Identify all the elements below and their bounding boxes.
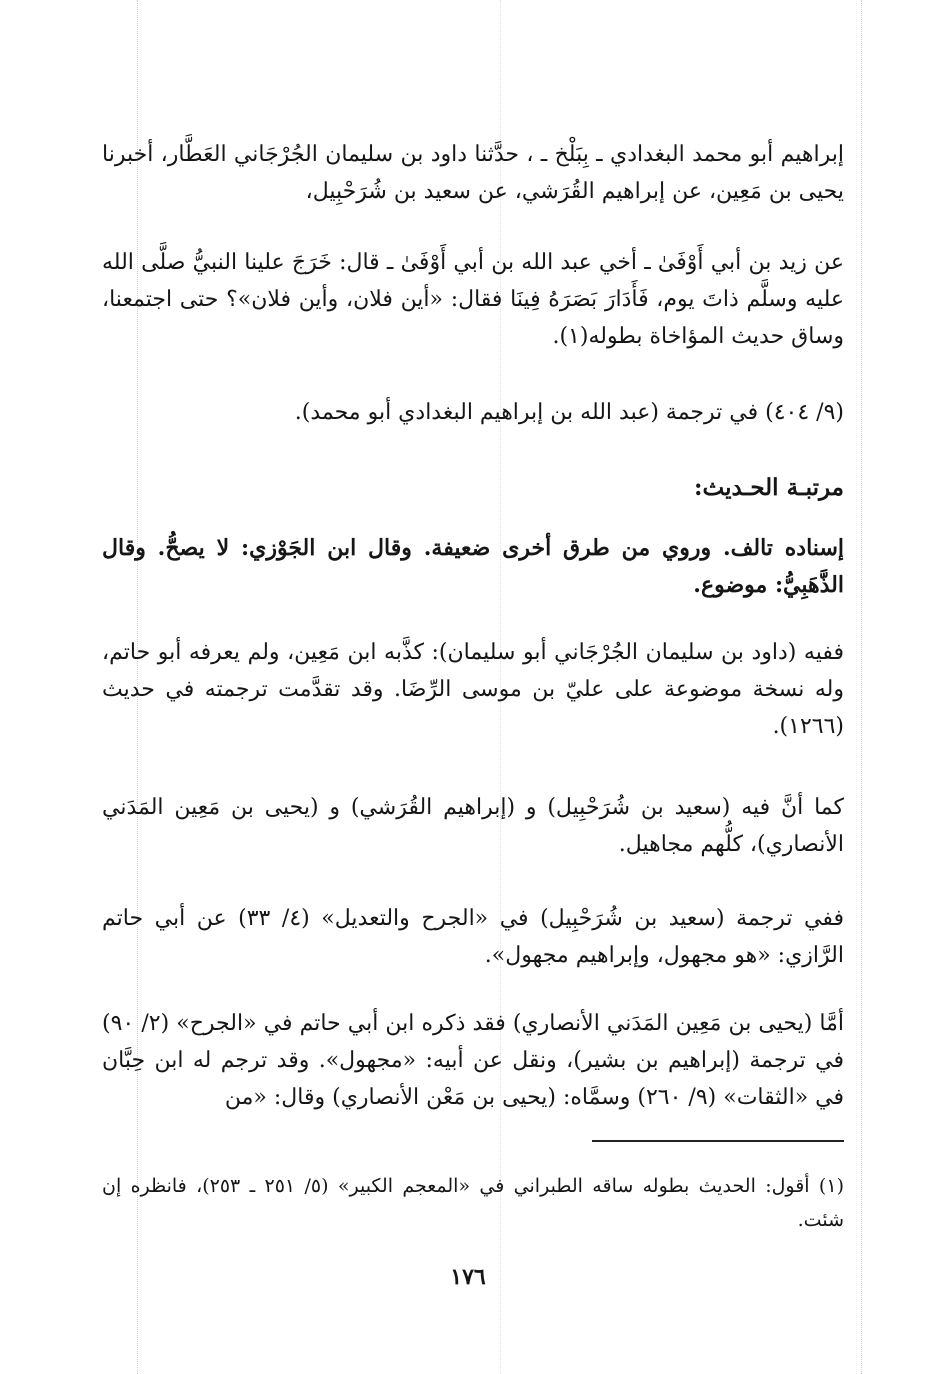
scan-guide-line	[861, 0, 862, 1374]
hadith-ruling: إسناده تالف. وروي من طرق أخرى ضعيفة. وقال ابن الجَوْزي: لا يصحُّ. وقال الذَّهَبِيُّ: موضوع.	[102, 535, 844, 598]
discussion-paragraph: كما أنَّ فيه (سعيد بن شُرَحْبِيل) و (إبراهيم القُرَشي) و (يحيى بن مَعِين المَدَني الأنصاري)، كلُّهم مجاهيل.	[102, 795, 844, 857]
footnote: (١) أقول: الحديث بطوله ساقه الطبراني في «المعجم الكبير» (٥/ ٢٥١ ـ ٢٥٣)، فانظره إن شئت.	[102, 1175, 844, 1231]
hadith-chain-paragraph: إبراهيم أبو محمد البغدادي ـ بِبَلْخ ـ ، حدَّثنا داود بن سليمان الجُرْجَاني العَطَّار، أخبرنا يحيى بن مَعِين، عن إبراهيم القُرَشي، عن سعيد بن شُرَحْبِيل،	[102, 142, 844, 204]
discussion-paragraph: ففيه (داود بن سليمان الجُرْجَاني أبو سليمان): كذَّبه ابن مَعِين، ولم يعرفه أبو حاتم، وله نسخة موضوعة على عليّ بن موسى الرِّضَا. وقد تقدَّمت ترجمته في حديث (١٢٦٦).	[102, 640, 844, 739]
hadith-text-paragraph: عن زيد بن أبي أَوْفَىٰ ـ أخي عبد الله بن أبي أَوْفَىٰ ـ قال: خَرَجَ علينا النبيُّ صلَّى الله عليه وسلَّم ذاتَ يوم، فَأَدَارَ بَصَرَهُ فِينَا فقال: «أين فلان، وأين فلان»؟ حتى اجتمعنا، وساق حديث المؤاخاة بطوله(١).	[102, 250, 844, 349]
footnote-separator	[592, 1140, 844, 1142]
source-reference: (٩/ ٤٠٤) في ترجمة (عبد الله بن إبراهيم البغدادي أبو محمد).	[294, 400, 844, 425]
discussion-paragraph: ففي ترجمة (سعيد بن شُرَحْبِيل) في «الجرح والتعديل» (٤/ ٣٣) عن أبي حاتم الرَّازي: «هو مجهول، وإبراهيم مجهول».	[102, 906, 845, 968]
section-heading: مرتبـة الحـديث:	[694, 474, 844, 502]
discussion-paragraph: أمَّا (يحيى بن مَعِين المَدَني الأنصاري) فقد ذكره ابن أبي حاتم في «الجرح» (٢/ ٩٠) في ترجمة (إبراهيم بن بشير)، ونقل عن أبيه: «مجهول». وقد ترجم له ابن حِبَّان في «الثقات» (٩/ ٢٦٠) وسمَّاه: (يحيى بن مَعْن الأنصاري) وقال: «من	[102, 1011, 844, 1110]
page-number: ١٧٦	[450, 1264, 486, 1290]
